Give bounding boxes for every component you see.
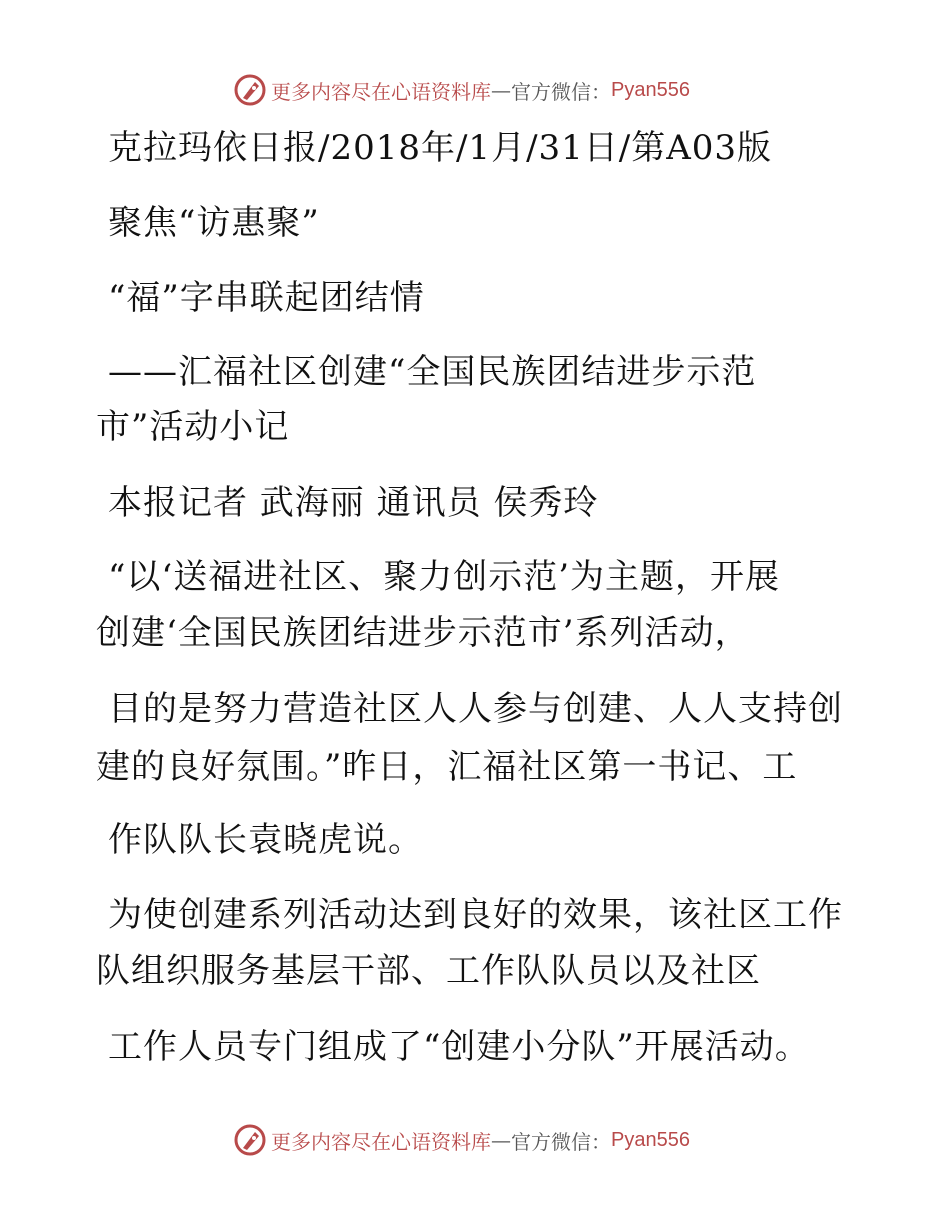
paragraph-line: 作队队长袁晓虎说。 [108, 820, 423, 860]
article-title: “福”字串联起团结情 [108, 278, 425, 318]
paragraph-line: 创建‘全国民族团结进步示范市’系列活动， [96, 613, 750, 653]
watermark-footer [233, 1122, 690, 1158]
paragraph-line: 目的是努力营造社区人人参与创建、人人支持创 [108, 689, 843, 729]
source-line: 克拉玛依日报/2018年/1月/31日/第A03版 [108, 128, 773, 168]
watermark-header [233, 72, 690, 108]
article-subtitle-line-1: ——汇福社区创建“全国民族团结进步示范 [108, 352, 757, 392]
pen-nib-seal-icon [233, 73, 267, 107]
column-heading: 聚焦“访惠聚” [108, 203, 320, 243]
watermark-wechat-id: Pyan556 [611, 1128, 690, 1151]
watermark-title: 更多内容尽在心语资料库 [271, 79, 491, 104]
watermark-separator: — [491, 1128, 511, 1152]
watermark-label: 官方微信： [511, 1129, 611, 1154]
paragraph-line: “以‘送福进社区、聚力创示范’为主题，开展 [108, 557, 780, 597]
watermark-title: 更多内容尽在心语资料库 [271, 1129, 491, 1154]
paragraph-line: 建的良好氛围。”昨日，汇福社区第一书记、工 [96, 747, 798, 787]
paragraph-line: 为使创建系列活动达到良好的效果，该社区工作 [108, 895, 843, 935]
byline: 本报记者 武海丽 通讯员 侯秀玲 [108, 483, 599, 523]
watermark-wechat-id: Pyan556 [611, 78, 690, 101]
paragraph-line: 工作人员专门组成了“创建小分队”开展活动。 [108, 1027, 810, 1067]
watermark-separator: — [491, 78, 511, 102]
article-subtitle-line-2: 市”活动小记 [96, 407, 290, 447]
watermark-label: 官方微信： [511, 79, 611, 104]
paragraph-line: 队组织服务基层干部、工作队队员以及社区 [96, 951, 761, 991]
pen-nib-seal-icon [233, 1123, 267, 1157]
